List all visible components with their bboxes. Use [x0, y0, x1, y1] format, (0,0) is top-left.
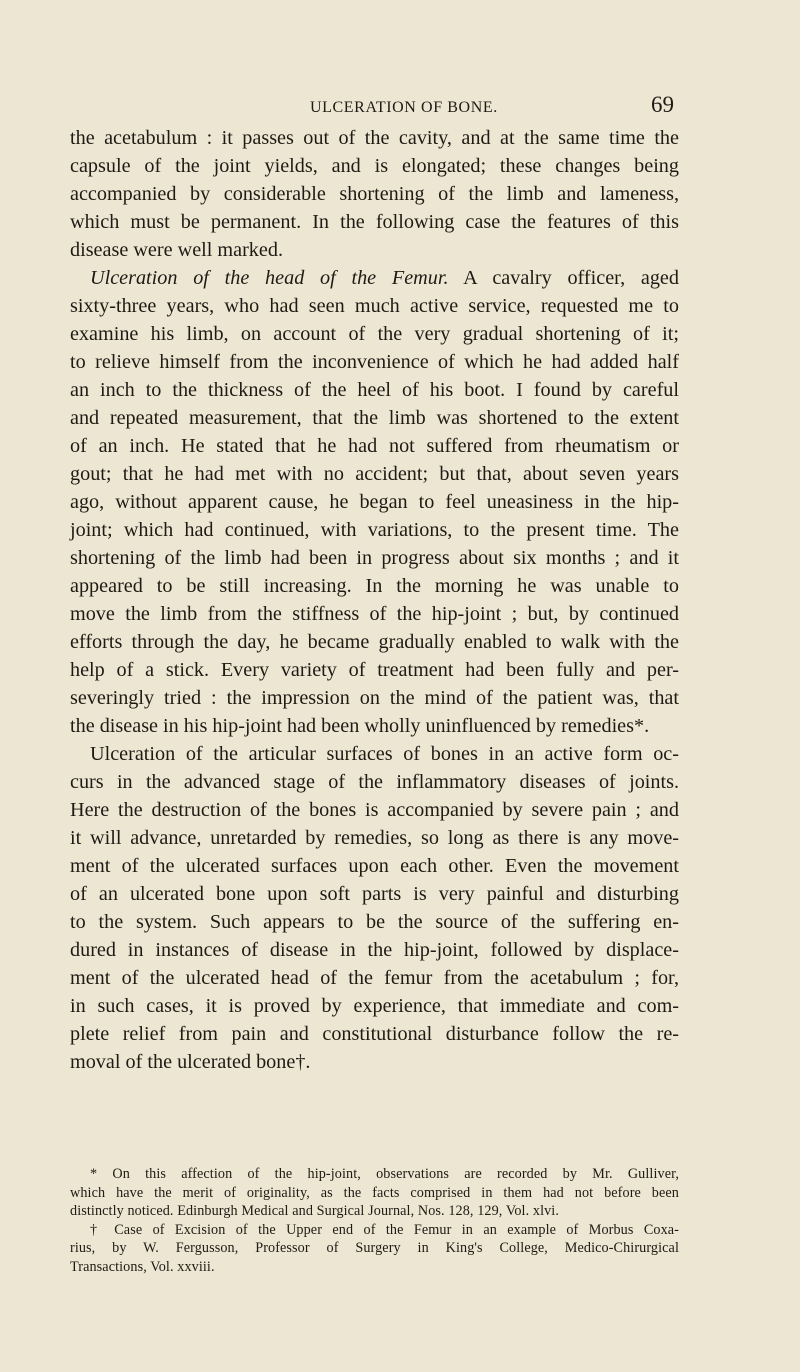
body-line: Ulceration of the articular surfaces of bones in an active form oc- [90, 743, 679, 765]
case-heading: Ulceration of the head of the Femur. [90, 267, 449, 289]
body-line: capsule of the joint yields, and is elongated; these changes being [70, 155, 679, 177]
body-line: plete relief from pain and constitutional disturbance follow the re- [70, 1023, 679, 1045]
running-head [310, 92, 674, 118]
body-line: ment of the ulcerated head of the femur from the acetabulum ; for, [70, 967, 679, 989]
body-line: examine his limb, on account of the very gradual shortening of it; [70, 323, 679, 345]
body-line: shortening of the limb had been in progress about six months ; and it [70, 547, 679, 569]
body-line: appeared to be still increasing. In the morning he was unable to [70, 575, 679, 597]
body-line: to relieve himself from the inconvenience of which he had added half [70, 351, 679, 373]
footnote-line: which have the merit of originality, as the facts comprised in them had not before been [70, 1184, 679, 1201]
footnote-line: distinctly noticed. Edinburgh Medical and Surgical Journal, Nos. 128, 129, Vol. xlvi. [70, 1203, 559, 1220]
body-line: ago, without apparent cause, he began to feel uneasiness in the hip- [70, 491, 679, 513]
footnote-line: † Case of Excision of the Upper end of the Femur in an example of Morbus Coxa- [90, 1221, 679, 1238]
body-line: of an inch. He stated that he had not suffered from rheumatism or [70, 435, 679, 457]
page-number: 69 [651, 92, 674, 117]
body-line: sixty-three years, who had seen much active service, requested me to [70, 295, 679, 317]
footnote-line: Transactions, Vol. xxviii. [70, 1258, 215, 1275]
body-line: moval of the ulcerated bone†. [70, 1051, 311, 1073]
footnote-line: * On this affection of the hip-joint, observations are recorded by Mr. Gulliver, [90, 1166, 679, 1182]
body-line: efforts through the day, he became gradually enabled to walk with the [70, 631, 679, 653]
body-line: disease were well marked. [70, 239, 283, 261]
body-line: gout; that he had met with no accident; but that, about seven years [70, 463, 679, 485]
body-line: accompanied by considerable shortening of the limb and lameness, [70, 183, 679, 205]
case-heading-rest: A cavalry officer, aged [463, 267, 679, 289]
body-text [70, 124, 679, 1076]
body-line: an inch to the thickness of the heel of his boot. I found by careful [70, 379, 679, 401]
footnotes [70, 1165, 679, 1277]
case-heading-line [70, 264, 679, 292]
body-line: which must be permanent. In the following case the features of this [70, 211, 679, 233]
body-line: move the limb from the stiffness of the hip-joint ; but, by continued [70, 603, 679, 625]
body-line: and repeated measurement, that the limb was shortened to the extent [70, 407, 679, 429]
body-line: to the system. Such appears to be the source of the suffering en- [70, 911, 679, 933]
body-line: ment of the ulcerated surfaces upon each other. Even the movement [70, 855, 679, 877]
footnote-line: rius, by W. Fergusson, Professor of Surgery in King's College, Medico-Chirurgical [70, 1240, 679, 1257]
body-line: of an ulcerated bone upon soft parts is very painful and disturbing [70, 883, 679, 905]
body-line: Here the destruction of the bones is accompanied by severe pain ; and [70, 799, 679, 821]
body-line: in such cases, it is proved by experience, that immediate and com- [70, 995, 679, 1017]
body-line: help of a stick. Every variety of treatment had been fully and per- [70, 659, 679, 681]
body-line: severingly tried : the impression on the mind of the patient was, that [70, 687, 679, 709]
body-line: curs in the advanced stage of the inflammatory diseases of joints. [70, 771, 679, 793]
body-line: dured in instances of disease in the hip-joint, followed by displace- [70, 939, 679, 961]
body-line: the acetabulum : it passes out of the cavity, and at the same time the [70, 127, 679, 149]
body-line: the disease in his hip-joint had been wholly uninfluenced by remedies*. [70, 715, 650, 737]
running-head-title: ULCERATION OF BONE. [310, 99, 498, 116]
body-line: joint; which had continued, with variations, to the present time. The [70, 519, 679, 541]
body-line: it will advance, unretarded by remedies, so long as there is any move- [70, 827, 679, 849]
